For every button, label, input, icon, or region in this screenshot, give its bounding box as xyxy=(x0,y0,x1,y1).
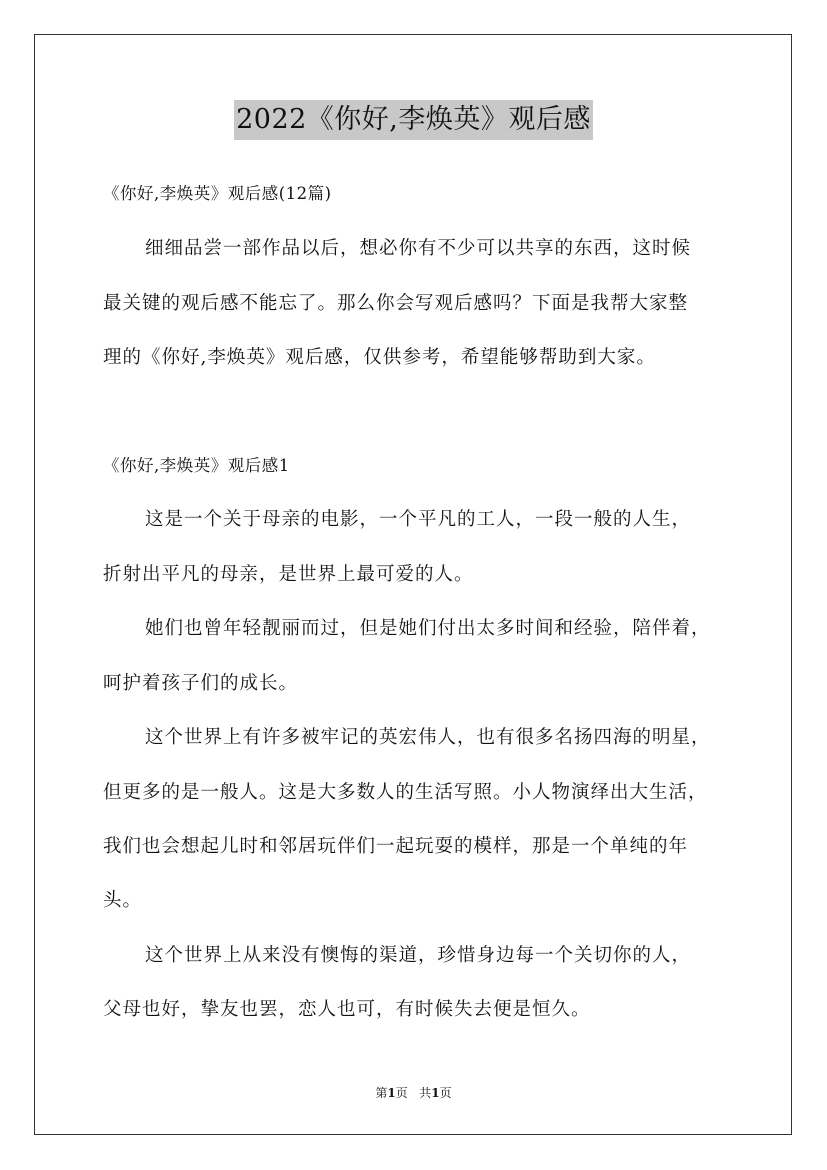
body-line: 她们也曾年轻靓丽而过，但是她们付出太多时间和经验，陪伴着， xyxy=(145,618,711,639)
total-prefix: 共 xyxy=(419,1086,432,1100)
page-footer xyxy=(0,1084,827,1101)
body-line: 折射出平凡的母亲，是世界上最可爱的人。 xyxy=(103,564,474,585)
body-line: 这是一个关于母亲的电影，一个平凡的工人，一段一般的人生， xyxy=(145,509,692,530)
page-number: 1 xyxy=(387,1086,396,1100)
body-line: 头。 xyxy=(103,890,143,911)
body-line: 这个世界上从来没有懊悔的渠道，珍惜身边每一个关切你的人， xyxy=(145,945,692,966)
body-line: 但更多的是一般人。这是大多数人的生活写照。小人物演绎出大生活， xyxy=(103,782,708,803)
page-suffix: 页 xyxy=(395,1086,408,1100)
intro-line: 最关键的观后感不能忘了。那么你会写观后感吗？下面是我帮大家整 xyxy=(103,293,689,314)
body-line: 这个世界上有许多被牢记的英宏伟人，也有很多名扬四海的明星， xyxy=(145,727,711,748)
body-line: 父母也好，挚友也罢，恋人也可，有时候失去便是恒久。 xyxy=(103,999,591,1020)
section-heading: 《你好,李焕英》观后感1 xyxy=(103,456,290,475)
total-pages: 1 xyxy=(431,1086,440,1100)
total-suffix: 页 xyxy=(439,1086,452,1100)
intro-line: 细细品尝一部作品以后，想必你有不少可以共享的东西，这时候 xyxy=(145,238,692,259)
document-subtitle: 《你好,李焕英》观后感(12篇) xyxy=(103,184,332,203)
intro-line: 理的《你好,李焕英》观后感，仅供参考，希望能够帮助到大家。 xyxy=(103,347,656,368)
document-title: 2022《你好,李焕英》观后感 xyxy=(234,100,593,140)
body-line: 呵护着孩子们的成长。 xyxy=(103,673,299,694)
page-prefix: 第 xyxy=(375,1086,388,1100)
body-line: 我们也会想起儿时和邻居玩伴们一起玩耍的模样，那是一个单纯的年 xyxy=(103,836,689,857)
title-container xyxy=(0,100,827,140)
